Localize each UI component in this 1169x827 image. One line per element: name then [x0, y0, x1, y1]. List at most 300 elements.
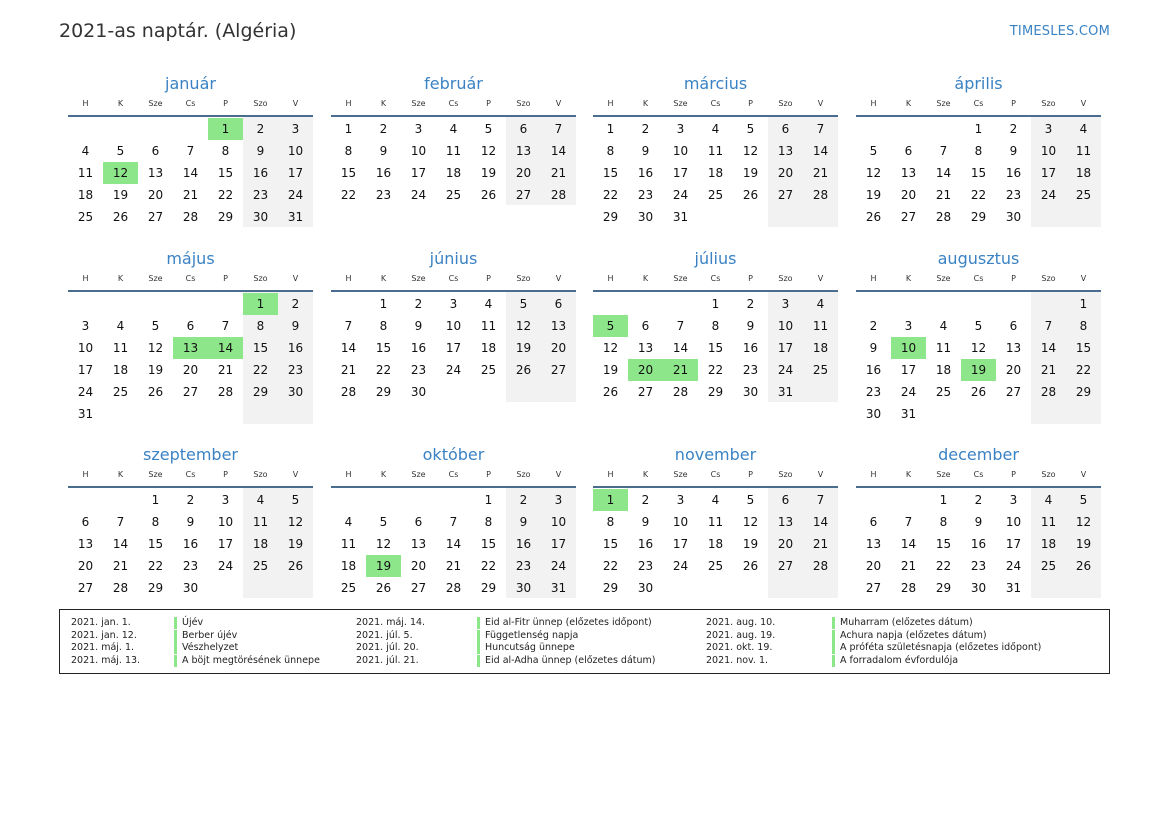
- day-cell: 15: [1075, 341, 1092, 355]
- day-cell: 24: [287, 188, 304, 202]
- day-cell: 5: [746, 493, 755, 507]
- legend-date: 2021. okt. 19.: [706, 642, 773, 653]
- day-cell: 2: [641, 493, 650, 507]
- day-cell: 28: [812, 559, 829, 573]
- day-cell: 26: [112, 210, 129, 224]
- day-cell: 2: [746, 297, 755, 311]
- day-cell: 31: [287, 210, 304, 224]
- day-cell: 31: [777, 385, 794, 399]
- day-cell: 23: [287, 363, 304, 377]
- weekday-label: Cs: [710, 470, 721, 479]
- weekday-label: Szo: [1041, 99, 1056, 108]
- day-cell: 3: [1044, 122, 1053, 136]
- day-cell: 19: [865, 188, 882, 202]
- day-cell: 9: [641, 515, 650, 529]
- day-cell: 9: [379, 144, 388, 158]
- day-cell: 7: [186, 144, 195, 158]
- day-cell: 28: [672, 385, 689, 399]
- holiday-day-cell: 21: [663, 359, 698, 381]
- day-cell: 16: [287, 341, 304, 355]
- weekday-label: K: [380, 274, 387, 283]
- month-name: március: [683, 74, 748, 93]
- day-cell: 22: [935, 559, 952, 573]
- legend-color-marker: [832, 617, 835, 629]
- day-cell: 12: [742, 144, 759, 158]
- holiday-day-cell: 19: [961, 359, 996, 381]
- day-cell: 8: [939, 515, 948, 529]
- day-cell: 1: [379, 297, 388, 311]
- brand-link[interactable]: TIMESLES.COM: [1009, 24, 1110, 39]
- weekday-label: H: [82, 470, 89, 479]
- day-cell: 2: [291, 297, 300, 311]
- day-cell: 3: [676, 493, 685, 507]
- day-cell: 16: [252, 166, 269, 180]
- holiday-legend: [59, 609, 1110, 674]
- day-cell: 11: [935, 341, 952, 355]
- day-cell: 1: [151, 493, 160, 507]
- day-cell: 24: [550, 559, 567, 573]
- day-cell: 5: [291, 493, 300, 507]
- holiday-day-cell: 20: [628, 359, 663, 381]
- day-cell: 24: [217, 559, 234, 573]
- day-cell: 14: [672, 341, 689, 355]
- day-cell: 24: [672, 188, 689, 202]
- day-cell: 10: [1040, 144, 1057, 158]
- legend-holiday-name: Eid al-Fitr ünnep (előzetes időpont): [485, 617, 652, 628]
- legend-color-marker: [174, 617, 177, 629]
- weekday-label: H: [82, 274, 89, 283]
- day-cell: 7: [1044, 319, 1053, 333]
- day-cell: 16: [515, 537, 532, 551]
- day-cell: 19: [742, 537, 759, 551]
- day-cell: 8: [1079, 319, 1088, 333]
- day-cell: 31: [672, 210, 689, 224]
- day-cell: 15: [602, 166, 619, 180]
- day-cell: 16: [742, 341, 759, 355]
- day-cell: 16: [637, 166, 654, 180]
- day-cell: 7: [554, 122, 563, 136]
- day-cell: 3: [904, 319, 913, 333]
- day-cell: 12: [865, 166, 882, 180]
- day-cell: 14: [812, 144, 829, 158]
- day-cell: 29: [935, 581, 952, 595]
- weekday-label: Sze: [936, 274, 951, 283]
- day-cell: 25: [935, 385, 952, 399]
- day-cell: 5: [746, 122, 755, 136]
- weekday-label: K: [117, 99, 124, 108]
- day-cell: 2: [186, 493, 195, 507]
- legend-date: 2021. nov. 1.: [706, 654, 769, 666]
- day-cell: 26: [742, 188, 759, 202]
- legend-color-marker: [174, 642, 177, 654]
- day-cell: 24: [1005, 559, 1022, 573]
- weekday-label: Sze: [936, 470, 951, 479]
- day-cell: 28: [112, 581, 129, 595]
- day-cell: 27: [515, 188, 532, 202]
- day-cell: 1: [484, 493, 493, 507]
- day-cell: 12: [287, 515, 304, 529]
- day-cell: 26: [480, 188, 497, 202]
- day-cell: 1: [939, 493, 948, 507]
- weekday-label: Szo: [516, 470, 531, 479]
- day-cell: 15: [935, 537, 952, 551]
- legend-color-marker: [477, 630, 480, 642]
- day-cell: 3: [554, 493, 563, 507]
- day-cell: 21: [550, 166, 567, 180]
- day-cell: 23: [637, 559, 654, 573]
- day-cell: 26: [970, 385, 987, 399]
- day-cell: 11: [707, 515, 724, 529]
- day-cell: 18: [252, 537, 269, 551]
- weekday-label: Szo: [1041, 470, 1056, 479]
- holiday-day-cell: 14: [208, 337, 243, 359]
- day-cell: 21: [112, 559, 129, 573]
- day-cell: 24: [1040, 188, 1057, 202]
- day-cell: 20: [410, 559, 427, 573]
- day-cell: 10: [287, 144, 304, 158]
- day-cell: 13: [147, 166, 164, 180]
- day-cell: 29: [707, 385, 724, 399]
- day-cell: 17: [672, 166, 689, 180]
- day-cell: 20: [182, 363, 199, 377]
- day-cell: 8: [606, 515, 615, 529]
- day-cell: 18: [707, 537, 724, 551]
- day-cell: 20: [865, 559, 882, 573]
- day-cell: 16: [970, 537, 987, 551]
- weekday-label: Sze: [411, 99, 426, 108]
- day-cell: 2: [641, 122, 650, 136]
- legend-holiday-name: Függetlenség napja: [485, 629, 579, 641]
- day-cell: 30: [865, 407, 882, 421]
- weekday-label: K: [905, 274, 912, 283]
- weekday-label: Sze: [148, 470, 163, 479]
- day-cell: 25: [707, 188, 724, 202]
- weekday-label: H: [870, 99, 877, 108]
- day-cell: 11: [77, 166, 94, 180]
- day-cell: 6: [151, 144, 160, 158]
- day-cell: 17: [672, 537, 689, 551]
- day-cell: 27: [865, 581, 882, 595]
- holiday-day-cell: 13: [173, 337, 208, 359]
- day-cell: 13: [900, 166, 917, 180]
- day-cell: 29: [252, 385, 269, 399]
- day-cell: 3: [676, 122, 685, 136]
- day-cell: 13: [410, 537, 427, 551]
- day-cell: 14: [112, 537, 129, 551]
- holiday-day-cell: 10: [891, 337, 926, 359]
- day-cell: 9: [641, 144, 650, 158]
- weekday-label: Sze: [936, 99, 951, 108]
- weekday-label: Szo: [516, 99, 531, 108]
- weekday-label: K: [117, 470, 124, 479]
- day-cell: 29: [375, 385, 392, 399]
- day-cell: 7: [116, 515, 125, 529]
- day-cell: 15: [970, 166, 987, 180]
- day-cell: 15: [480, 537, 497, 551]
- day-cell: 22: [252, 363, 269, 377]
- day-cell: 26: [742, 559, 759, 573]
- holiday-day-cell: 12: [103, 162, 138, 184]
- day-cell: 24: [777, 363, 794, 377]
- day-cell: 13: [515, 144, 532, 158]
- day-cell: 28: [445, 581, 462, 595]
- day-cell: 7: [344, 319, 353, 333]
- weekday-label: V: [817, 470, 824, 479]
- day-cell: 7: [816, 493, 825, 507]
- legend-color-marker: [477, 642, 480, 654]
- day-cell: 14: [900, 537, 917, 551]
- day-cell: 23: [1005, 188, 1022, 202]
- day-cell: 29: [217, 210, 234, 224]
- weekday-label: V: [292, 470, 299, 479]
- day-cell: 15: [147, 537, 164, 551]
- day-cell: 23: [970, 559, 987, 573]
- day-cell: 23: [865, 385, 882, 399]
- day-cell: 16: [637, 537, 654, 551]
- day-cell: 17: [550, 537, 567, 551]
- day-cell: 14: [550, 144, 567, 158]
- holiday-day-cell: 1: [208, 118, 243, 140]
- day-cell: 3: [449, 297, 458, 311]
- legend-date: 2021. jan. 12.: [71, 629, 137, 641]
- legend-holiday-name: Huncutság ünnepe: [485, 642, 575, 653]
- day-cell: 28: [1040, 385, 1057, 399]
- day-cell: 13: [637, 341, 654, 355]
- legend-color-marker: [174, 655, 177, 667]
- day-cell: 22: [147, 559, 164, 573]
- day-cell: 19: [742, 166, 759, 180]
- day-cell: 14: [182, 166, 199, 180]
- day-cell: 11: [1040, 515, 1057, 529]
- day-cell: 16: [865, 363, 882, 377]
- day-cell: 9: [869, 341, 878, 355]
- day-cell: 5: [1079, 493, 1088, 507]
- day-cell: 20: [77, 559, 94, 573]
- day-cell: 12: [1075, 515, 1092, 529]
- month-name: június: [429, 249, 478, 268]
- day-cell: 8: [974, 144, 983, 158]
- weekday-label: Szo: [778, 99, 793, 108]
- weekday-label: P: [748, 470, 753, 479]
- day-cell: 14: [812, 515, 829, 529]
- weekday-label: V: [817, 274, 824, 283]
- weekday-label: V: [1080, 274, 1087, 283]
- weekday-label: P: [223, 274, 228, 283]
- day-cell: 31: [900, 407, 917, 421]
- day-cell: 3: [414, 122, 423, 136]
- day-cell: 1: [1079, 297, 1088, 311]
- day-cell: 9: [1009, 144, 1018, 158]
- weekday-label: Cs: [185, 470, 196, 479]
- day-cell: 6: [81, 515, 90, 529]
- legend-date: 2021. aug. 10.: [706, 617, 776, 628]
- holiday-day-cell: 19: [366, 555, 401, 577]
- day-cell: 20: [777, 537, 794, 551]
- day-cell: 3: [781, 297, 790, 311]
- day-cell: 20: [550, 341, 567, 355]
- legend-date: 2021. aug. 19.: [706, 629, 776, 641]
- day-cell: 28: [182, 210, 199, 224]
- day-cell: 18: [112, 363, 129, 377]
- day-cell: 21: [217, 363, 234, 377]
- weekday-label: H: [345, 470, 352, 479]
- weekday-label: V: [555, 274, 562, 283]
- day-cell: 7: [221, 319, 230, 333]
- weekday-label: V: [817, 99, 824, 108]
- day-cell: 23: [515, 559, 532, 573]
- day-cell: 7: [449, 515, 458, 529]
- day-cell: 19: [112, 188, 129, 202]
- day-cell: 11: [480, 319, 497, 333]
- weekday-label: Cs: [710, 274, 721, 283]
- weekday-label: H: [345, 274, 352, 283]
- day-cell: 4: [81, 144, 90, 158]
- day-cell: 13: [777, 144, 794, 158]
- day-cell: 20: [515, 166, 532, 180]
- day-cell: 18: [340, 559, 357, 573]
- weekday-label: H: [870, 274, 877, 283]
- legend-color-marker: [832, 655, 835, 667]
- day-cell: 15: [707, 341, 724, 355]
- day-cell: 2: [256, 122, 265, 136]
- day-cell: 24: [672, 559, 689, 573]
- day-cell: 11: [340, 537, 357, 551]
- weekday-label: Szo: [253, 99, 268, 108]
- legend-color-marker: [477, 617, 480, 629]
- day-cell: 27: [777, 188, 794, 202]
- day-cell: 6: [554, 297, 563, 311]
- weekday-label: K: [905, 470, 912, 479]
- month-name: július: [694, 249, 737, 268]
- day-cell: 13: [77, 537, 94, 551]
- day-cell: 25: [812, 363, 829, 377]
- day-cell: 1: [606, 122, 615, 136]
- day-cell: 26: [1075, 559, 1092, 573]
- day-cell: 26: [602, 385, 619, 399]
- legend-holiday-name: Vészhelyzet: [182, 642, 239, 653]
- month-name: május: [166, 249, 215, 268]
- weekday-label: Sze: [148, 274, 163, 283]
- day-cell: 14: [935, 166, 952, 180]
- day-cell: 12: [742, 515, 759, 529]
- day-cell: 27: [77, 581, 94, 595]
- day-cell: 18: [812, 341, 829, 355]
- day-cell: 25: [112, 385, 129, 399]
- day-cell: 3: [291, 122, 300, 136]
- legend-holiday-name: A böjt megtörésének ünnepe: [182, 654, 320, 666]
- day-cell: 29: [480, 581, 497, 595]
- day-cell: 28: [550, 188, 567, 202]
- day-cell: 21: [935, 188, 952, 202]
- legend-color-marker: [174, 630, 177, 642]
- day-cell: 9: [291, 319, 300, 333]
- legend-color-marker: [832, 642, 835, 654]
- day-cell: 17: [217, 537, 234, 551]
- day-cell: 24: [77, 385, 94, 399]
- day-cell: 25: [340, 581, 357, 595]
- day-cell: 8: [484, 515, 493, 529]
- day-cell: 1: [344, 122, 353, 136]
- day-cell: 2: [414, 297, 423, 311]
- day-cell: 27: [777, 559, 794, 573]
- day-cell: 29: [602, 581, 619, 595]
- day-cell: 7: [816, 122, 825, 136]
- day-cell: 6: [869, 515, 878, 529]
- day-cell: 25: [707, 559, 724, 573]
- day-cell: 30: [637, 581, 654, 595]
- month-name: december: [938, 445, 1019, 464]
- day-cell: 13: [865, 537, 882, 551]
- day-cell: 29: [602, 210, 619, 224]
- day-cell: 22: [480, 559, 497, 573]
- day-cell: 31: [77, 407, 94, 421]
- day-cell: 4: [1079, 122, 1088, 136]
- day-cell: 22: [1075, 363, 1092, 377]
- day-cell: 17: [1040, 166, 1057, 180]
- legend-holiday-name: A forradalom évfordulója: [840, 654, 959, 666]
- weekday-label: Cs: [185, 274, 196, 283]
- day-cell: 17: [777, 341, 794, 355]
- weekday-label: V: [1080, 99, 1087, 108]
- day-cell: 10: [1005, 515, 1022, 529]
- month-name: február: [424, 74, 483, 93]
- weekday-label: P: [486, 99, 491, 108]
- day-cell: 17: [77, 363, 94, 377]
- day-cell: 24: [445, 363, 462, 377]
- day-cell: 10: [77, 341, 94, 355]
- day-cell: 18: [445, 166, 462, 180]
- weekday-label: Sze: [673, 99, 688, 108]
- day-cell: 23: [637, 188, 654, 202]
- day-cell: 28: [900, 581, 917, 595]
- day-cell: 6: [904, 144, 913, 158]
- day-cell: 22: [707, 363, 724, 377]
- weekday-label: K: [117, 274, 124, 283]
- day-cell: 5: [379, 515, 388, 529]
- day-cell: 13: [1005, 341, 1022, 355]
- day-cell: 22: [602, 188, 619, 202]
- day-cell: 26: [287, 559, 304, 573]
- weekday-label: P: [223, 99, 228, 108]
- day-cell: 8: [151, 515, 160, 529]
- weekday-label: K: [380, 470, 387, 479]
- day-cell: 8: [221, 144, 230, 158]
- day-cell: 27: [182, 385, 199, 399]
- day-cell: 28: [935, 210, 952, 224]
- day-cell: 4: [1044, 493, 1053, 507]
- weekday-label: Szo: [778, 470, 793, 479]
- day-cell: 21: [812, 166, 829, 180]
- day-cell: 5: [869, 144, 878, 158]
- weekday-label: Szo: [1041, 274, 1056, 283]
- day-cell: 5: [151, 319, 160, 333]
- day-cell: 10: [672, 144, 689, 158]
- day-cell: 29: [970, 210, 987, 224]
- day-cell: 26: [375, 581, 392, 595]
- day-cell: 3: [81, 319, 90, 333]
- day-cell: 31: [1005, 581, 1022, 595]
- day-cell: 1: [711, 297, 720, 311]
- day-cell: 4: [711, 122, 720, 136]
- day-cell: 16: [1005, 166, 1022, 180]
- day-cell: 30: [637, 210, 654, 224]
- day-cell: 4: [939, 319, 948, 333]
- day-cell: 6: [414, 515, 423, 529]
- day-cell: 30: [515, 581, 532, 595]
- day-cell: 25: [1075, 188, 1092, 202]
- day-cell: 8: [711, 319, 720, 333]
- day-cell: 8: [256, 319, 265, 333]
